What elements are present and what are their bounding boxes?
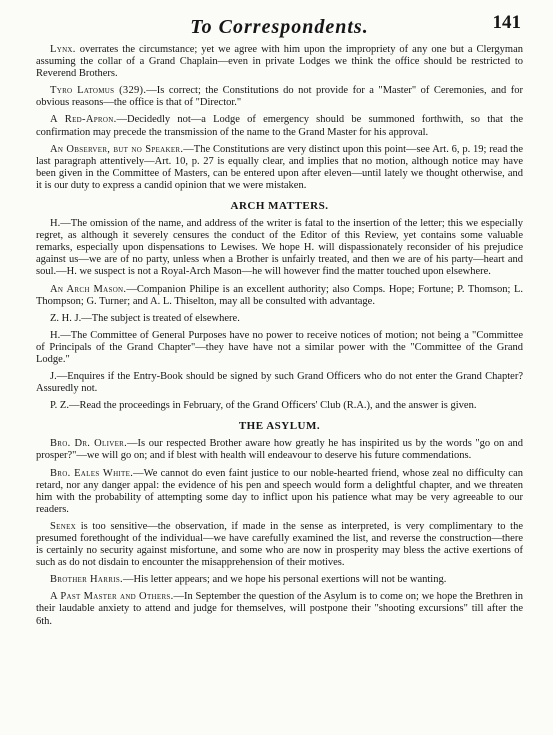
notice-paragraph — [36, 313, 523, 325]
correspondent-name: Bro. Eales White. — [50, 467, 134, 479]
notice-text: —Is correct; the Constitutions do not provide for a "Master" of Ceremonies, and for obvious reasons—the office is that of "Director." — [36, 85, 523, 109]
notice-text: —His letter appears; and we hope his personal exertions will not be wanting. — [122, 574, 447, 586]
running-title: To Correspondents. — [190, 16, 369, 38]
notice-paragraph — [36, 218, 523, 278]
notice-text: —Is our respected Brother aware how greatly he has inspirited us by the words "go on and prosper?"—we will go on; and if blest with health will endeavour to deserve his future commendations. — [36, 438, 524, 462]
section-heading-the-asylum: THE ASYLUM. — [238, 420, 321, 433]
notice-paragraph — [36, 44, 523, 80]
notice-paragraph — [36, 284, 523, 308]
arch-notices — [36, 218, 523, 412]
top-notices — [36, 44, 523, 192]
asylum-notices — [36, 438, 523, 627]
notice-text: overrates the circumstance; yet we agree with him upon the impropriety of any one but a Clergyman assuming the collar of a Grand Chaplain—even in private Lodges we think the office should be restricted to Reverend Brothers. — [36, 44, 524, 80]
notice-paragraph — [36, 438, 523, 462]
notice-text: —Read the proceedings in February, of the Grand Officers' Club (R.A.), and the answer is given. — [68, 400, 477, 412]
notice-paragraph — [36, 330, 523, 366]
notice-paragraph — [36, 468, 523, 516]
page-header — [36, 10, 523, 40]
correspondent-name: Senex — [50, 520, 77, 532]
correspondent-name: H. — [50, 218, 61, 230]
notice-text: —The Constitutions are very distinct upon this point—see Art. 6, p. 19; read the last paragraph attentively—Art. 10, p. 27 is equally clear, and implies that no motion, although notice may have been given in the Committee of Masters, can be entered upon after eleven—until lately we thought otherwise, and it is our duty to express a candid opinion that we were mistaken. — [36, 143, 523, 191]
notice-text: —The omission of the name, and address of the writer is fatal to the insertion of the letter; this we especially regret, as although it severely censures the conduct of the Editor of this Review, yet contains some valuable remarks, especially upon dispensations to Lewises. We hope H. will dispassionately reconsider of his prejudice against us—we are of no party, unless when a Brother is unfairly treated, and then we are of his party—heart and soul.—H. we suspect is not a Royal-Arch Mason—he will however find the matter touched upon elsewhere. — [36, 218, 523, 278]
notice-text: —In September the question of the Asylum is to come on; we hope the Brethren in their laudable anxiety to attend and judge for themselves, will postpone their "shooting excursions" till after the 6th. — [36, 591, 524, 627]
notice-text: —The Committee of General Purposes have no power to receive notices of motion; not being a "Committee of Principals of the Grand Chapter"—they have have not a similar power with the "Committee of the Grand Lodge." — [36, 329, 523, 365]
correspondent-name: Bro. Dr. Oliver. — [50, 438, 128, 450]
correspondent-name: Lynx. — [50, 44, 76, 55]
notice-text: —Enquires if the Entry-Book should be signed by such Grand Officers who do not enter the Grand Chapter? Assuredly not. — [36, 371, 523, 395]
notice-text: —Companion Philipe is an excellent authority; also Comps. Hope; Fortune; P. Thomson; L. Thompson; G. Turner; and A. L. Thiselton, may all be consulted with advantage. — [36, 283, 523, 307]
correspondent-name: H. — [50, 329, 61, 341]
notice-paragraph — [36, 574, 523, 586]
correspondent-name: Brother Harris. — [50, 574, 123, 586]
page-number: 141 — [492, 12, 521, 33]
correspondent-name: J. — [50, 371, 57, 383]
correspondent-name: P. Z. — [50, 400, 69, 412]
notice-paragraph — [36, 400, 523, 412]
correspondent-name: An Observer, but no Speaker. — [50, 143, 184, 155]
notice-text: —We cannot do even faint justice to our noble-hearted friend, whose zeal no difficulty can retard, nor any danger appal: the evidence of his pen and speech would form a delightful chapter, and we threaten him with the probability of attempting some day to inflict upon his patience what may be very agreeable to our readers. — [36, 467, 523, 515]
notice-text: —The subject is treated of elsewhere. — [81, 312, 240, 324]
notice-paragraph — [36, 371, 523, 395]
correspondent-name: An Arch Mason. — [50, 283, 127, 295]
notice-paragraph — [36, 114, 523, 138]
correspondent-name: Tyro Latomus (329). — [50, 85, 147, 97]
notice-text: is too sensitive—the observation, if made in the sense as interpreted, is very complimentary to the presumed forethought of the individual—we have carefully examined the list, and reverse the construction—there is certainly no security against misfortune, and some who are now in prosperity may bless the active exertions of such as do not disdain to encounter the misapprehension of their motives. — [36, 520, 523, 569]
notice-paragraph — [36, 591, 523, 627]
correspondent-name: A Red-Apron. — [50, 114, 117, 126]
section-heading-arch-matters: ARCH MATTERS. — [230, 200, 329, 213]
notice-paragraph — [36, 144, 523, 192]
correspondent-name: Z. H. J. — [50, 312, 82, 324]
notice-text: —Decidedly not—a Lodge of emergency should be summoned forthwith, so that the confirmation may precede the transmission of the name to the Grand Master for his approval. — [36, 114, 523, 138]
notice-paragraph — [36, 85, 523, 109]
notice-paragraph — [36, 521, 523, 569]
correspondent-name: A Past Master and Others. — [50, 591, 174, 603]
